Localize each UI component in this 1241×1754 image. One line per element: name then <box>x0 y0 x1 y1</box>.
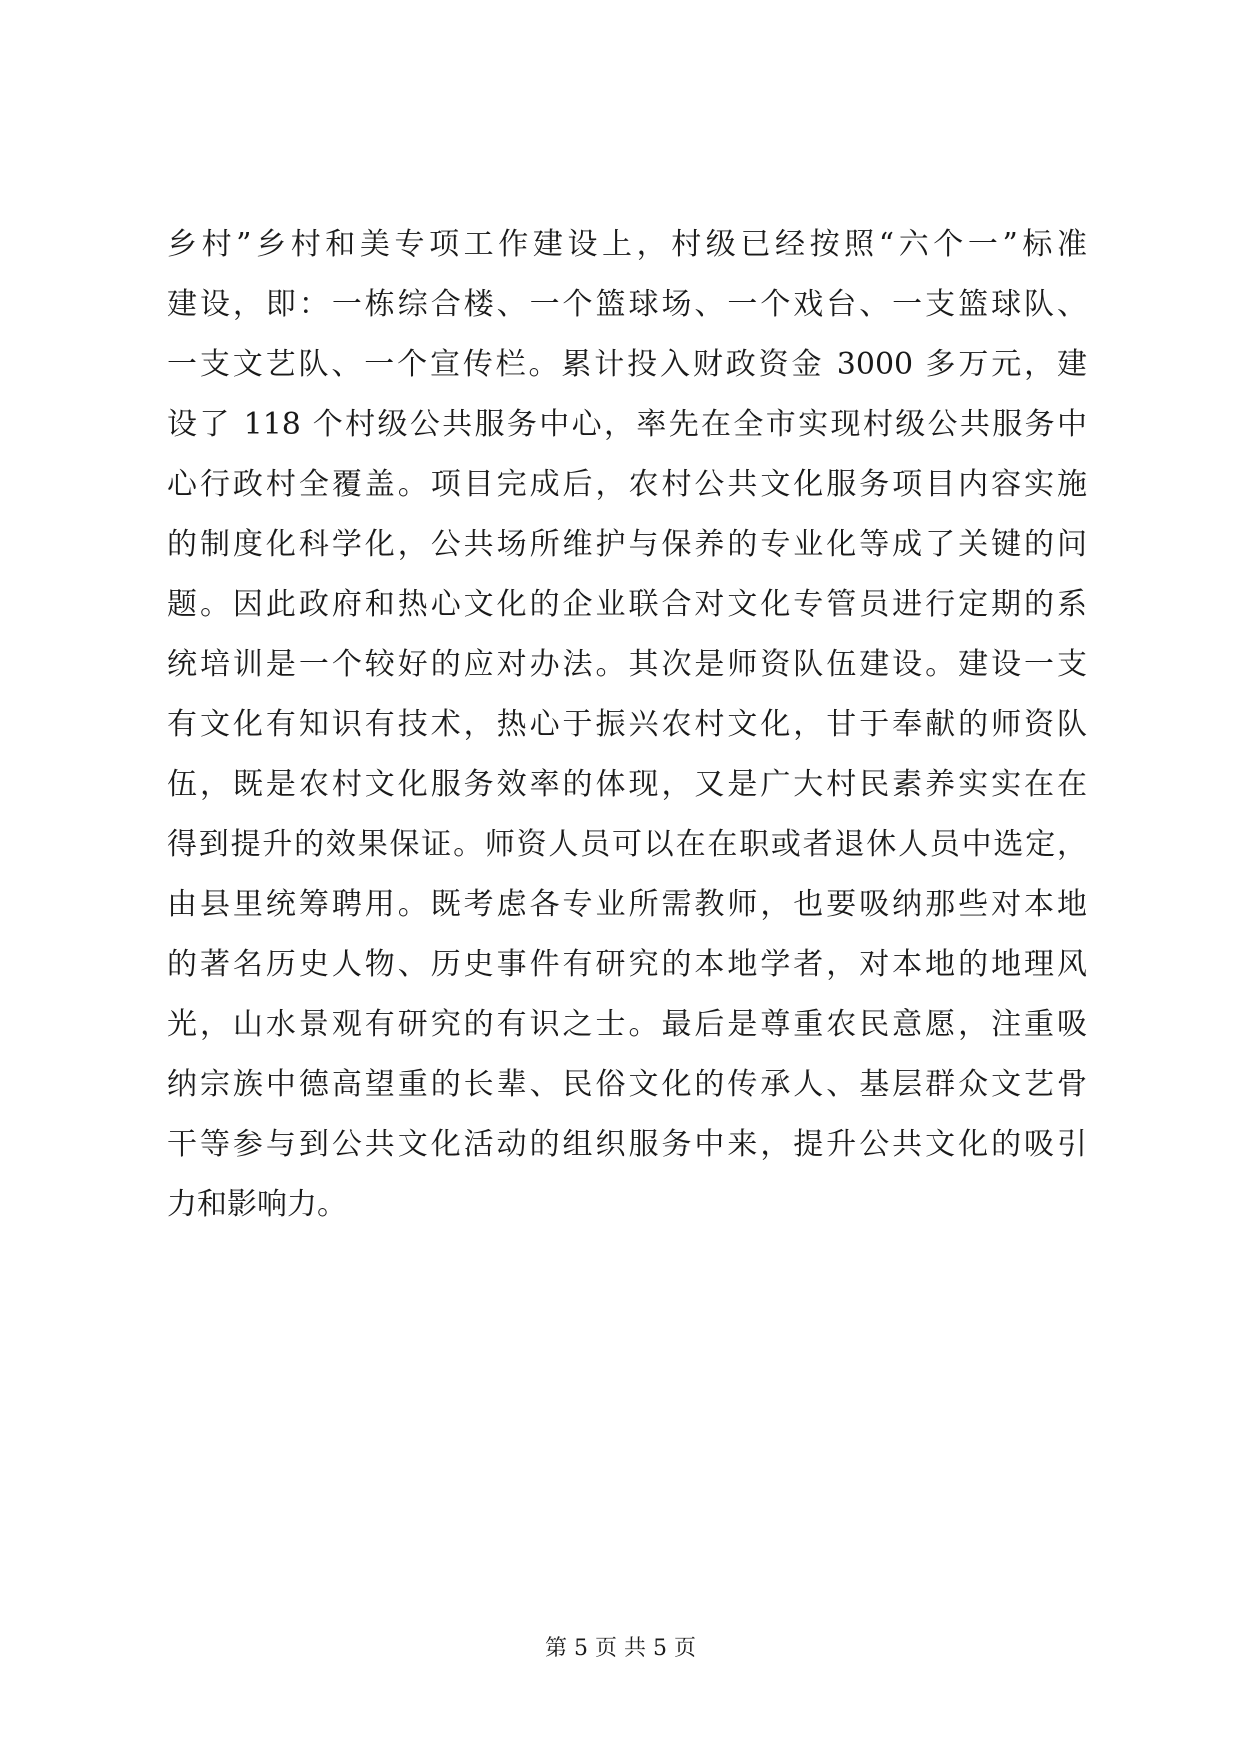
text-line: 心行政村全覆盖。项目完成后，农村公共文化服务项目内容实施 <box>167 467 1087 502</box>
text-line: 统培训是一个较好的应对办法。其次是师资队伍建设。建设一支 <box>167 647 1087 682</box>
text-line: 题。因此政府和热心文化的企业联合对文化专管员进行定期的系 <box>167 587 1087 622</box>
text-line: 的制度化科学化，公共场所维护与保养的专业化等成了关键的问 <box>167 527 1087 562</box>
text-line: 伍，既是农村文化服务效率的体现，又是广大村民素养实实在在 <box>167 767 1087 802</box>
text-line: 有文化有知识有技术，热心于振兴农村文化，甘于奉献的师资队 <box>167 707 1087 742</box>
text-line: 得到提升的效果保证。师资人员可以在在职或者退休人员中选定， <box>167 827 1087 862</box>
text-line: 干等参与到公共文化活动的组织服务中来，提升公共文化的吸引 <box>167 1127 1087 1162</box>
text-line: 由县里统筹聘用。既考虑各专业所需教师，也要吸纳那些对本地 <box>167 887 1087 922</box>
text-line: 纳宗族中德高望重的长辈、民俗文化的传承人、基层群众文艺骨 <box>167 1067 1087 1102</box>
text-line: 乡村”乡村和美专项工作建设上，村级已经按照“六个一”标准 <box>167 227 1087 262</box>
text-line: 一支文艺队、一个宣传栏。累计投入财政资金 3000 多万元，建 <box>167 347 1087 382</box>
text-line: 设了 118 个村级公共服务中心，率先在全市实现村级公共服务中 <box>167 407 1087 442</box>
text-line: 力和影响力。 <box>167 1187 347 1222</box>
page-number-footer: 第 5 页 共 5 页 <box>545 1636 696 1661</box>
text-line: 的著名历史人物、历史事件有研究的本地学者，对本地的地理风 <box>167 947 1087 982</box>
text-line: 建设，即：一栋综合楼、一个篮球场、一个戏台、一支篮球队、 <box>167 287 1087 322</box>
body-paragraph <box>167 215 1087 1235</box>
text-line: 光，山水景观有研究的有识之士。最后是尊重农民意愿，注重吸 <box>167 1007 1087 1042</box>
